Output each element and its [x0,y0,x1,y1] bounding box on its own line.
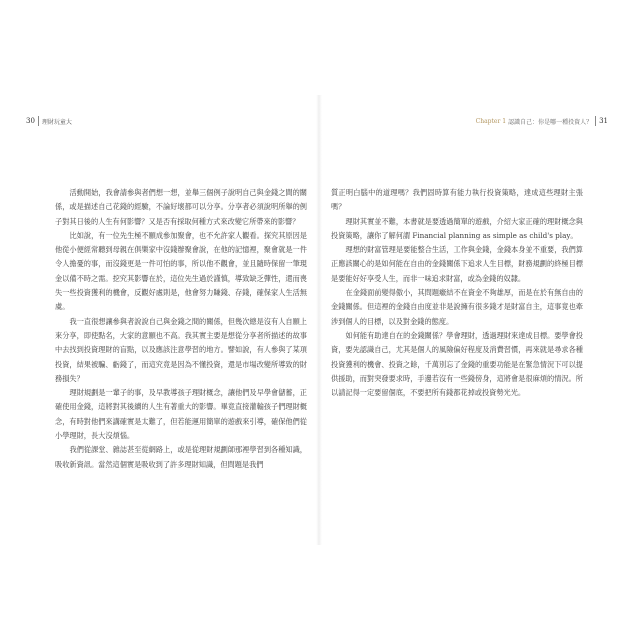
paragraph: 我們從課堂、雜誌甚至從網路上，或是從理財規劃師那裡學習到各種知識，吸收新資訊。當然這個實是吸收到了許多理財知識，但問題是我們 [55,445,307,469]
paragraph: 理財其實並不難，本書就是要透過簡單的遊戲，介紹大家正確的理財概念與投資策略，讓你了解何謂 Financial planning as simple as child's play。 [331,216,583,240]
left-page-number: 30 [26,117,35,125]
header-divider [595,116,596,126]
paragraph: 活動開始，我會請參與者們想一想，並舉三個例子說明自己與金錢之間的關係，或是描述自己花錢的經驗，不論好壞都可以分享。分享者必須說明所舉的例子對其日後的人生有何影響？又是否有採取何種方式來改變它所帶來的影響？ [55,188,307,226]
right-page [319,95,618,545]
header-divider [38,116,39,126]
book-spread [20,95,618,545]
paragraph: 理財規劃是一輩子的事，及早教導孩子理財概念，讓他們及早學會儲蓄，正確使用金錢，這將對其後續的人生有著重大的影響。畢竟直接灌輸孩子們理財概念，有時對他們來講確實是太難了，但若能運用簡單的遊戲來引導，確保他們從小學理財，長大沒煩惱。 [55,388,307,441]
left-page [20,95,319,545]
paragraph: 在金錢面前變得傲小，其問題癥結不在資金不夠雄厚，而是在於有無自由的金錢關係。但這裡的金錢自由度並非是說擁有很多錢才是財富自主，這事竟也牽涉到個人的目標，以及對金錢的態度。 [331,288,583,326]
right-page-number: 31 [599,117,608,125]
left-body-text [55,186,307,472]
right-body-text [331,186,583,400]
paragraph: 如何能有助達自在的金錢關係？學會理財，透過理財來達成目標。要學會投資，要先認識自己，尤其是個人的風險偏好程度及消費習慣，再來就是尋求各種投資獲利的機會、投資之餘，千萬別忘了金錢的重要功能是在緊急情況下可以提供援助，而對突發要求時，手邊若沒有一些錢傍身，這將會是很麻煩的情況。所以請記得一定要留個底，不要把所有錢都花掉或投資勢光光。 [331,330,583,398]
left-running-header [26,115,72,127]
chapter-title: 認識自己：你是哪一種投資人？ [508,118,593,126]
paragraph: 我一直很想讓參與者說說自己與金錢之間的關係，但幾次總是沒有人自願上來分享，即使點名，大家的意願也不高。我其實主要是想從分享者所描述的故事中去找到投資理財的盲點，以及應該注意學習的地方。譬如說，有人參與了某項投資，結果被騙、虧錢了，而這究竟是因為不懂投資，還是市場改變所導致的財務損失？ [55,316,307,383]
paragraph: 質正明白腦中的道理嗎？我們固時算有能力執行投資策略，達成這些理財主張嗎？ [331,188,583,212]
paragraph: 比如說，有一位先生極不願成參加聚會，也不允許家人觀看。探究其原因是他從小便經常聽到母親在俱樂家中沒錢辦聚會說，在他的記憶裡，聚會就是一件令人擔憂的事，而沒錢更是一件可怕的事，所以他不觀會，並且隨時保留一筆現金以備不時之需。挖究其影響在於，這位先生過於謹慎，導致缺乏彈性，還而喪失一些投資獲利的機會，反觀好處則是，他會努力賺錢、存錢，確保家人生活無虞。 [55,230,307,312]
right-running-header [476,115,608,127]
paragraph: 理想的財富管理是要能整合生活，工作與金錢，金錢本身並不重要，我們算正應該關心的是如何能在自由的金錢關係下追求人生目標，財務規劃的終極目標是要能好好享受人生，而非一味追求財富，或為金錢的奴隸。 [331,245,583,283]
chapter-label: Chapter 1 [475,117,507,125]
left-running-head: 理財玩童大 [41,118,72,126]
